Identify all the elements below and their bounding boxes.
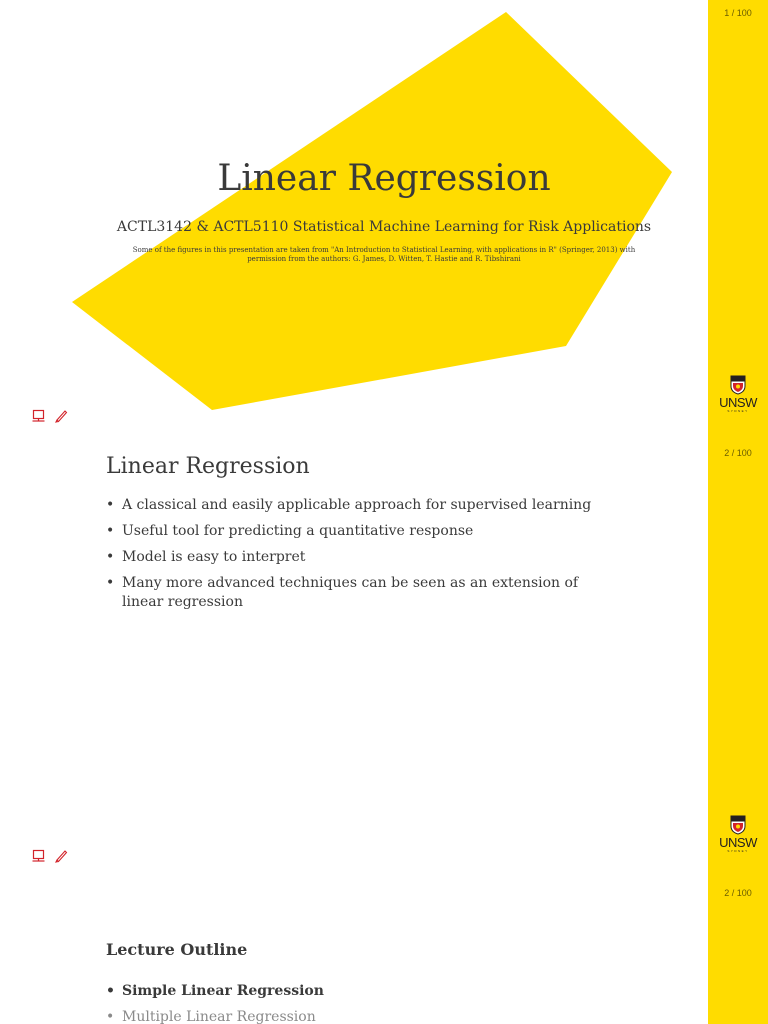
- brand-sidebar: [708, 880, 768, 1024]
- list-item: • A classical and easily applicable approach for supervised learning: [106, 496, 616, 515]
- presentation-icon[interactable]: [32, 408, 46, 422]
- slide-tools: [32, 848, 68, 862]
- slide-title-text: Linear Regression: [217, 158, 551, 199]
- pen-icon[interactable]: [54, 848, 68, 862]
- list-item: • Useful tool for predicting a quantitative response: [106, 522, 616, 541]
- crest-icon: [730, 815, 746, 835]
- slide-heading: Lecture Outline: [106, 940, 248, 959]
- pen-icon[interactable]: [54, 408, 68, 422]
- list-item: • Multiple Linear Regression: [106, 1008, 324, 1024]
- bullet-list: [106, 496, 616, 619]
- brand-sidebar: [708, 440, 768, 880]
- logo-wordmark: UNSW: [719, 835, 757, 850]
- figure-attribution-note: Some of the figures in this presentation are taken from "An Introduction to Statistical Learning, with applications in R" (Springer, 2013) with permission from the authors: G. James, D. Witten, T. Hastie and R. Tibshirani: [132, 246, 636, 263]
- slide-tools: [32, 408, 68, 422]
- brand-sidebar: [708, 0, 768, 440]
- page-number: 1 / 100: [724, 8, 752, 18]
- slide-heading: Linear Regression: [106, 454, 310, 479]
- list-item: • Model is easy to interpret: [106, 548, 616, 567]
- list-item: • Simple Linear Regression: [106, 982, 324, 1001]
- page-number: 2 / 100: [724, 448, 752, 458]
- crest-icon: [730, 375, 746, 395]
- slide-subtitle: ACTL3142 & ACTL5110 Statistical Machine Learning for Risk Applications: [116, 219, 652, 235]
- slide-lecture-outline: [0, 880, 768, 1024]
- logo-subtext: SYDNEY: [727, 849, 749, 853]
- presentation-icon[interactable]: [32, 848, 46, 862]
- unsw-logo: [715, 815, 761, 863]
- outline-list: [106, 982, 324, 1024]
- logo-subtext: SYDNEY: [727, 409, 749, 413]
- list-item: • Many more advanced techniques can be seen as an extension of linear regression: [106, 574, 616, 612]
- page-number: 2 / 100: [724, 888, 752, 898]
- slide-title: [0, 0, 768, 440]
- unsw-logo: [715, 375, 761, 423]
- slide-linear-regression: [0, 440, 768, 880]
- logo-wordmark: UNSW: [719, 395, 757, 410]
